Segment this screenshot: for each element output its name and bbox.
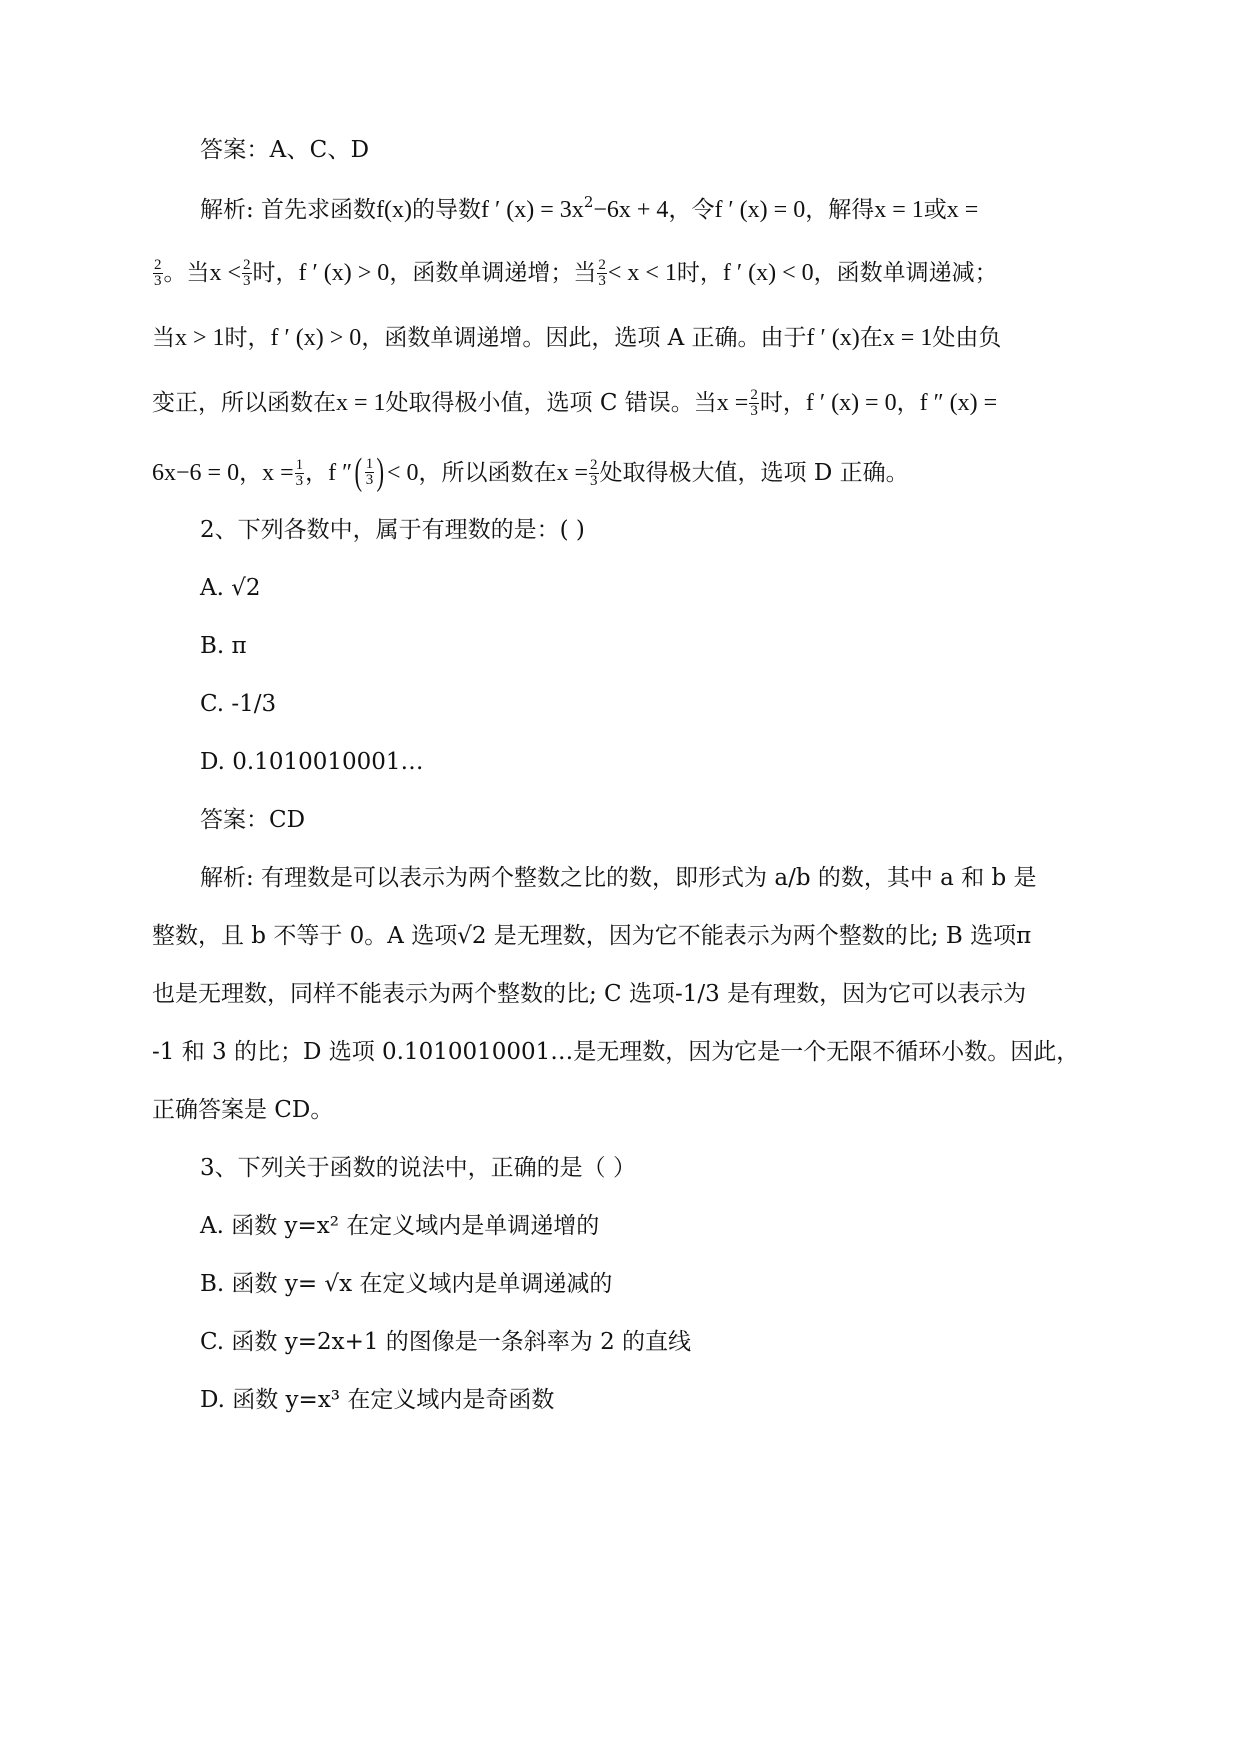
q1-analysis-line-3 (152, 323, 1092, 353)
q2-option-a: A. √2 (200, 575, 261, 601)
q3-option-a: A. 函数 y=x² 在定义域内是单调递增的 (200, 1213, 600, 1239)
q2-analysis-line-2: 整数，且 b 不等于 0。A 选项√2 是无理数，因为它不能表示为两个整数的比; B 选项π (152, 923, 1032, 949)
q1-analysis-math: < 0 (386, 460, 419, 486)
q1-analysis-text: ， (896, 390, 920, 416)
q1-analysis-line-1 (200, 195, 1140, 225)
q1-analysis-text: 解析: 首先求函数 (200, 197, 377, 223)
fraction-two-thirds: $\frac{2}{3}$ (750, 386, 758, 419)
q1-analysis-text: 处由负 (932, 325, 1002, 351)
q1-analysis-math: f ′ (x) < 0 (722, 260, 814, 286)
q2-analysis-line-5: 正确答案是 CD。 (152, 1097, 334, 1123)
q1-analysis-text: 时， (252, 260, 299, 286)
q2-option-b: B. π (200, 633, 247, 659)
q1-analysis-text: 的导数 (412, 197, 482, 223)
q1-analysis-text: ，函数单调递增；当 (389, 260, 597, 286)
q1-analysis-math: f ′ (x) > 0 (270, 325, 362, 351)
q1-analysis-text: 处取得极小值，选项 C 错误。当 (385, 390, 717, 416)
fraction-two-thirds: $\frac{2}{3}$ (243, 256, 251, 289)
q1-analysis-text: 时， (676, 260, 723, 286)
q1-analysis-text: ，函数单调递增。因此，选项 A 正确。由于 (361, 325, 807, 351)
q1-analysis-math: f ″ (x) = (919, 390, 998, 416)
q1-analysis-math: f ′ (x) = 3x (481, 197, 584, 223)
q1-analysis-text: 或 (923, 197, 947, 223)
q2-option-d: D. 0.1010010001… (200, 749, 424, 775)
q2-option-c: C. -1/3 (200, 691, 277, 717)
fraction-one-third: $\frac{1}{3}$ (365, 455, 374, 488)
q1-analysis-superscript: 2 (583, 193, 594, 211)
q1-analysis-text: 变正，所以函数在 (152, 390, 336, 416)
q1-analysis-text: ，解得 (805, 197, 875, 223)
q1-analysis-math: f ′ (x) (806, 325, 860, 351)
q1-analysis-math: 6x−6 = 0 (152, 460, 240, 486)
q2-stem: 2、下列各数中，属于有理数的是：( ) (200, 517, 585, 543)
q1-analysis-line-5 (152, 451, 1092, 493)
q1-analysis-math: x = (262, 460, 294, 486)
q1-analysis-math: f ′ (x) > 0 (298, 260, 390, 286)
q1-analysis-text: 处取得极大值，选项 D 正确。 (599, 460, 909, 486)
q3-stem: 3、下列关于函数的说法中，正确的是（ ） (200, 1155, 636, 1181)
q1-analysis-math: f ′ (x) = 0 (805, 390, 897, 416)
q1-analysis-math: f ″ (328, 460, 353, 486)
q1-analysis-math: < x < 1 (607, 260, 677, 286)
q2-answer: 答案：CD (200, 807, 306, 833)
q1-analysis-text: 时， (759, 390, 806, 416)
q3-option-b: B. 函数 y= √x 在定义域内是单调递减的 (200, 1271, 613, 1297)
q3-option-c: C. 函数 y=2x+1 的图像是一条斜率为 2 的直线 (200, 1329, 692, 1355)
q1-analysis-text: 时， (224, 325, 271, 351)
parenthesized-fraction: ( $\frac{1}{3}$ ) (354, 451, 385, 493)
fraction-two-thirds: $\frac{2}{3}$ (590, 456, 598, 489)
q1-analysis-text: ，所以函数在 (418, 460, 557, 486)
q1-analysis-math: x = (556, 460, 589, 486)
q2-analysis-line-1: 解析: 有理数是可以表示为两个整数之比的数，即形式为 a/b 的数，其中 a 和 b 是 (200, 865, 1037, 891)
fraction-two-thirds: $\frac{2}{3}$ (598, 256, 606, 289)
q1-analysis-math: x < (209, 260, 242, 286)
q3-option-d: D. 函数 y=x³ 在定义域内是奇函数 (200, 1387, 555, 1413)
q1-analysis-math: x > 1 (175, 325, 225, 351)
q1-analysis-text: 。当 (163, 260, 210, 286)
q1-analysis-text: 在 (859, 325, 883, 351)
q1-analysis-math: x = (716, 390, 749, 416)
q1-analysis-math: f(x) (376, 197, 413, 223)
fraction-two-thirds: $\frac{2}{3}$ (154, 256, 162, 289)
q1-analysis-math: x = 1 (874, 197, 924, 223)
q1-analysis-math: x = 1 (882, 325, 933, 351)
q2-analysis-line-3: 也是无理数，同样不能表示为两个整数的比; C 选项-1/3 是有理数，因为它可以表示为 (152, 981, 1027, 1007)
q1-answer: 答案：A、C、D (200, 137, 370, 163)
q1-analysis-text: ，令 (668, 197, 715, 223)
q1-analysis-math: −6x + 4 (593, 197, 669, 223)
q1-analysis-text: ， (239, 460, 263, 486)
q1-analysis-line-4 (152, 388, 1092, 420)
q1-analysis-math: x = 1 (336, 390, 386, 416)
q2-analysis-line-4: -1 和 3 的比；D 选项 0.1010010001…是无理数，因为它是一个无限不循环小数。因此， (152, 1039, 1080, 1065)
q1-analysis-text: ， (305, 460, 329, 486)
q1-analysis-math: f ′ (x) = 0 (714, 197, 806, 223)
q1-analysis-text: 当 (152, 325, 175, 351)
q1-analysis-line-2 (152, 258, 1092, 290)
q1-analysis-math: x = (946, 197, 979, 223)
fraction-one-third: $\frac{1}{3}$ (295, 456, 304, 489)
q1-analysis-text: ，函数单调递减； (813, 260, 998, 286)
